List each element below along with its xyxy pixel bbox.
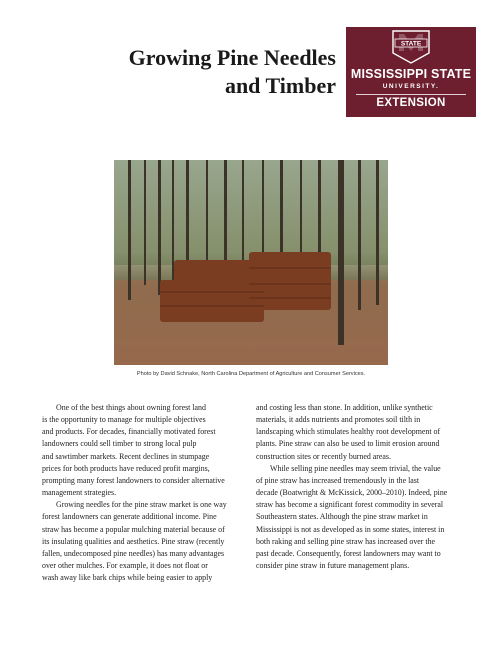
text-line: construction sites or recently burned areas.: [256, 451, 391, 461]
body-paragraph: [42, 499, 254, 584]
text-line: One of the best things about owning forest land: [56, 403, 206, 412]
text-line: straw has become a popular mulching material because of: [42, 524, 225, 534]
text-line: forest landowners can generate additional income. Pine: [42, 512, 217, 522]
text-line: materials, it adds nutrients and promotes soil tilth in: [256, 415, 421, 425]
text-line: Growing needles for the pine straw market is one way: [56, 500, 227, 510]
text-line: Southeastern states. Although the pine straw market in: [256, 512, 428, 522]
body-column-right: [256, 402, 468, 572]
photo-caption: Photo by David Schnake, North Carolina Department of Agriculture and Consumer Services.: [136, 371, 366, 377]
text-line: While selling pine needles may seem trivial, the value: [270, 463, 441, 473]
body-paragraph: [42, 402, 254, 499]
body-paragraph: [256, 402, 468, 463]
text-line: management strategies.: [42, 488, 117, 498]
text-line: prices for both products have reduced profit margins,: [42, 463, 210, 473]
document-title: [40, 44, 336, 100]
text-line: its insulating qualities and aesthetics. Pine straw (recently: [42, 536, 225, 546]
text-line: and products. For decades, financially motivated forest: [42, 427, 216, 437]
logo-university-sub: UNIVERSITY.: [382, 83, 440, 90]
body-column-left: [42, 402, 254, 584]
text-line: of pine straw has increased tremendously in the last: [256, 475, 420, 485]
msu-shield-icon: [346, 27, 476, 67]
text-line: fallen, undecomposed pine needles) has many advantages: [42, 548, 225, 558]
text-line: both raking and selling pine straw has increased over the: [256, 536, 436, 546]
logo-badge-text: STATE: [400, 40, 422, 48]
logo-university-name: MISSISSIPPI STATE: [350, 67, 472, 81]
text-line: prompting many forest landowners to consider alternative: [42, 475, 225, 485]
text-line: Mississippi is not as developed as in some states, interest in: [256, 524, 445, 534]
logo-divider: [356, 94, 466, 95]
title-line-2: and Timber: [224, 73, 336, 98]
body-paragraph: [256, 463, 468, 572]
text-line: over other mulches. For example, it does not float or: [42, 561, 208, 571]
text-line: past decade. Consequently, forest landowners may want to: [256, 548, 441, 558]
pine-straw-photo: [114, 160, 388, 365]
msu-extension-logo: [346, 27, 476, 117]
text-line: plants. Pine straw can also be used to limit erosion around: [256, 439, 440, 449]
text-line: and sawtimber markets. Recent declines in stumpage: [42, 451, 210, 461]
text-line: landscaping which stimulates healthy root development of: [256, 427, 441, 437]
text-line: is the opportunity to manage for multiple objectives: [42, 415, 206, 425]
logo-extension: EXTENSION: [376, 97, 446, 109]
text-line: straw has become a significant forest commodity in several: [256, 500, 444, 510]
text-line: landowners could sell timber to strong local pulp: [42, 439, 197, 449]
text-line: and costing less than stone. In addition, unlike synthetic: [256, 403, 433, 412]
text-line: wash away like bark chips while being easier to apply: [42, 573, 213, 583]
text-line: consider pine straw in future management plans.: [256, 561, 410, 571]
title-line-1: Growing Pine Needles: [128, 45, 336, 70]
text-line: decade (Boatwright & McKissick, 2000–2010). Indeed, pine: [256, 488, 448, 498]
